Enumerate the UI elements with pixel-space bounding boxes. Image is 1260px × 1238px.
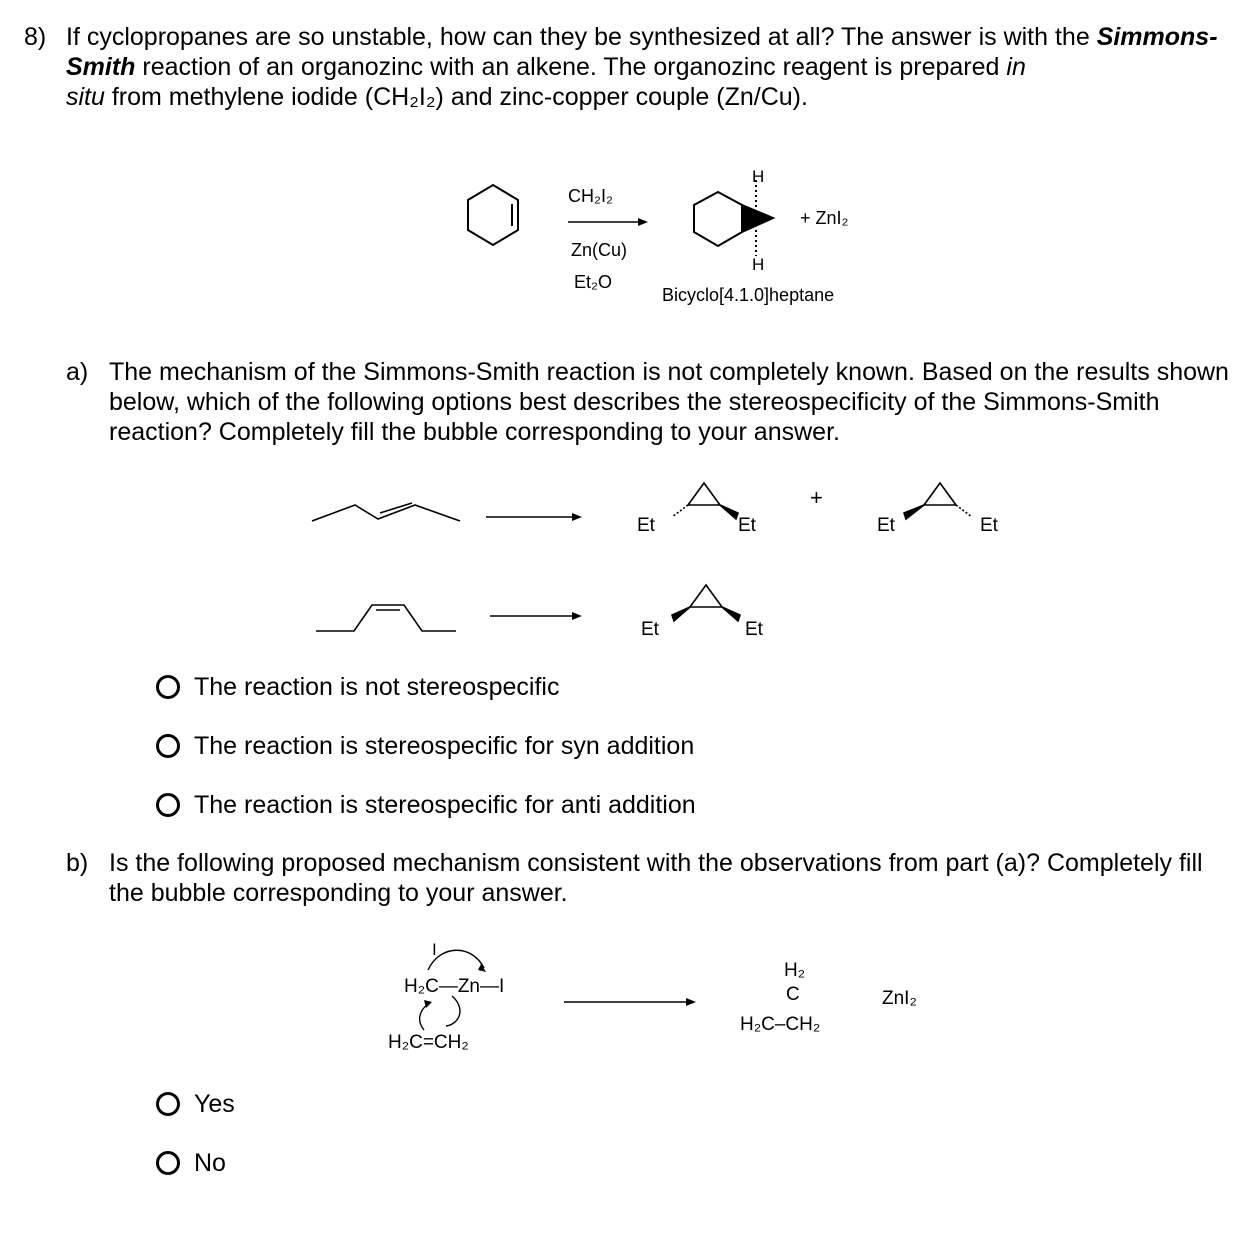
cis-product [672,585,740,621]
cyclohexene-structure [468,185,518,245]
scheme-proposed-mechanism [380,930,960,1060]
reagent-zn-cu: Zn(Cu) [571,240,628,260]
product-ch2-top: H₂ [784,960,806,981]
et-label: Et [738,515,756,536]
option-no[interactable] [156,1148,226,1178]
cyclopropane-product: H₂C–CH₂ [740,1014,821,1035]
in-situ-2: situ [66,83,105,111]
et-label: Et [637,515,655,536]
product-c: C [786,984,800,1005]
option-label: Yes [194,1090,235,1118]
carbenoid-reagent: H₂C—Zn—I [404,976,505,997]
bicycloheptane-structure [694,180,773,256]
option-not-stereospecific[interactable] [156,672,559,702]
radio-bubble[interactable] [156,1151,180,1175]
zni2-product: ZnI₂ [882,988,917,1009]
option-label: The reaction is not stereospecific [194,673,560,701]
ethylene-reactant: H₂C=CH₂ [388,1032,469,1053]
radio-bubble[interactable] [156,675,180,699]
option-label: No [194,1149,226,1177]
scheme-cyclopropanation [440,160,900,320]
iodine-label: I [432,940,437,959]
cis-alkene [316,605,456,631]
intro-text-1: If cyclopropanes are so unstable, how can they be synthesized at all? The answer is with the [66,23,1090,51]
et-label: Et [877,515,895,536]
trans-product-2 [904,483,972,519]
h-top: H [752,167,765,186]
plus-sign: + [810,485,823,510]
question-number: 8) [24,23,47,51]
h-bottom: H [752,255,765,274]
intro-text-3: from methylene iodide (CH₂I₂) and zinc-copper couple (Zn/Cu). [104,83,808,111]
part-a-label: a) [66,358,89,386]
option-syn-addition[interactable] [156,731,694,761]
intro-text-2: reaction of an organozinc with an alkene. The organozinc reagent is prepared [135,53,1007,81]
trans-alkene [312,503,460,521]
arrowhead-mechanism [686,998,696,1006]
scheme-stereo-results [300,475,1020,665]
byproduct-zni2: + ZnI₂ [800,208,849,228]
option-label: The reaction is stereospecific for anti addition [194,791,696,819]
arrowhead-cis [572,612,582,620]
part-b-text: Is the following proposed mechanism consistent with the observations from part (a)? Completely fill the bubble corresponding to your answer. [109,849,1203,907]
part-a-text: The mechanism of the Simmons-Smith reaction is not completely known. Based on the results shown below, which of the following options best describes the stereospecificity of the Simmons-Smith reaction? Completely fill the bubble corresponding to your answer. [109,358,1229,446]
option-anti-addition[interactable] [156,790,696,820]
option-label: The reaction is stereospecific for syn addition [194,732,695,760]
radio-bubble[interactable] [156,1092,180,1116]
reagent-top: CH₂I₂ [568,186,613,206]
reaction-name: Simmons-Smith [66,23,1218,81]
radio-bubble[interactable] [156,793,180,817]
arrowhead-trans [572,513,582,521]
in-situ-1: in [1006,53,1026,81]
option-yes[interactable] [156,1089,235,1119]
product-name: Bicyclo[4.1.0]heptane [662,285,835,305]
part-b-label: b) [66,849,89,877]
trans-product-1 [672,483,738,519]
question-intro [66,22,1236,112]
et-label: Et [641,619,659,640]
radio-bubble[interactable] [156,734,180,758]
arrowhead-1 [638,218,648,226]
reagent-solvent: Et₂O [574,272,612,292]
et-label: Et [745,619,763,640]
et-label: Et [980,515,998,536]
